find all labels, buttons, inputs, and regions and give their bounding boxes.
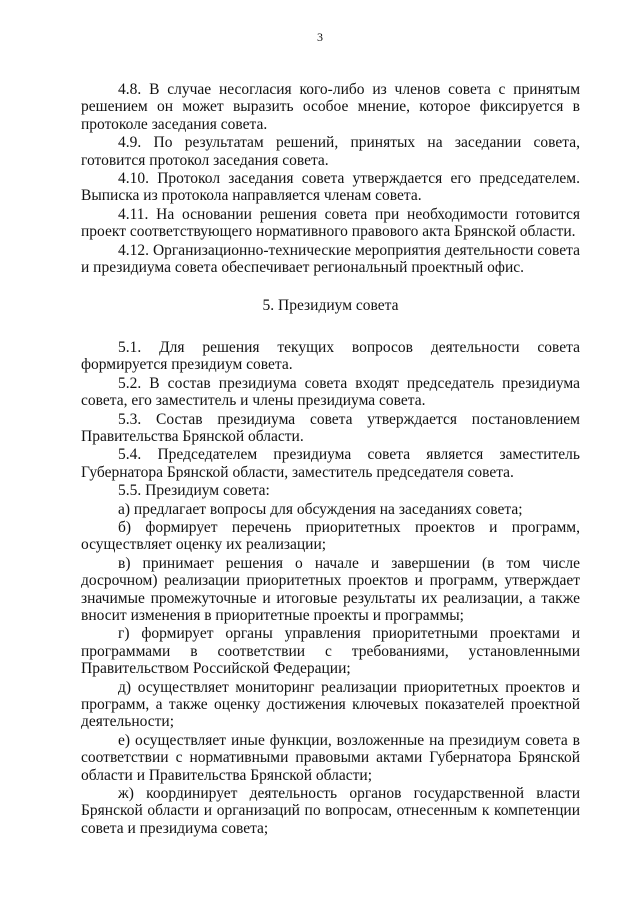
list-item-zh: ж) координирует деятельность органов государственной власти Брянской области и организаций по вопросам, отнесенным к компетенции совета и президиума совета;: [81, 785, 580, 837]
list-item-a: а) предлагает вопросы для обсуждения на заседаниях совета;: [118, 500, 523, 518]
paragraph-5-1: 5.1. Для решения текущих вопросов деятельности совета формируется президиум совета.: [81, 338, 580, 374]
list-item-v: в) принимает решения о начале и завершении (в том числе досрочном) реализации приоритетных проектов и программ, утверждает значимые промежуточные и итоговые результаты их реализации, а также вносит изменения в приоритетные проекты и программы;: [81, 554, 580, 624]
list-item-b: б) формирует перечень приоритетных проектов и программ, осуществляет оценку их реализации;: [81, 518, 580, 554]
paragraph-4-8: 4.8. В случае несогласия кого-либо из членов совета с принятым решением он может выразить особое мнение, которое фиксируется в протоколе заседания совета.: [81, 81, 580, 133]
paragraph-4-11: 4.11. На основании решения совета при необходимости готовится проект соответствующего нормативного правового акта Брянской области.: [81, 205, 580, 241]
paragraph-4-12: 4.12. Организационно-технические мероприятия деятельности совета и президиума совета обеспечивает региональный проектный офис.: [81, 241, 580, 277]
page-number: 3: [317, 30, 323, 44]
paragraph-5-3: 5.3. Состав президиума совета утверждается постановлением Правительства Брянской области.: [81, 410, 580, 445]
list-item-e: е) осуществляет иные функции, возложенные на президиум совета в соответствии с нормативными правовыми актами Губернатора Брянской области и Правительства Брянской области;: [81, 731, 580, 784]
paragraph-5-4: 5.4. Председателем президиума совета является заместитель Губернатора Брянской области, заместитель председателя совета.: [81, 446, 580, 481]
section-heading: 5. Президиум совета: [262, 297, 399, 315]
paragraph-4-10: 4.10. Протокол заседания совета утверждается его председателем. Выписка из протокола направляется членам совета.: [81, 170, 580, 205]
paragraph-4-9: 4.9. По результатам решений, принятых на заседании совета, готовится протокол заседания совета.: [81, 134, 580, 169]
paragraph-5-5: 5.5. Президиум совета:: [118, 482, 270, 500]
document-body: [81, 81, 580, 838]
list-item-d: д) осуществляет мониторинг реализации приоритетных проектов и программ, а также оценку достижения ключевых показателей проектной деятельности;: [81, 678, 580, 731]
list-item-g: г) формирует органы управления приоритетными проектами и программами в соответствии с требованиями, установленными Правительством Российской Федерации;: [81, 625, 580, 678]
paragraph-5-2: 5.2. В состав президиума совета входят председатель президиума совета, его заместитель и члены президиума совета.: [81, 374, 580, 410]
